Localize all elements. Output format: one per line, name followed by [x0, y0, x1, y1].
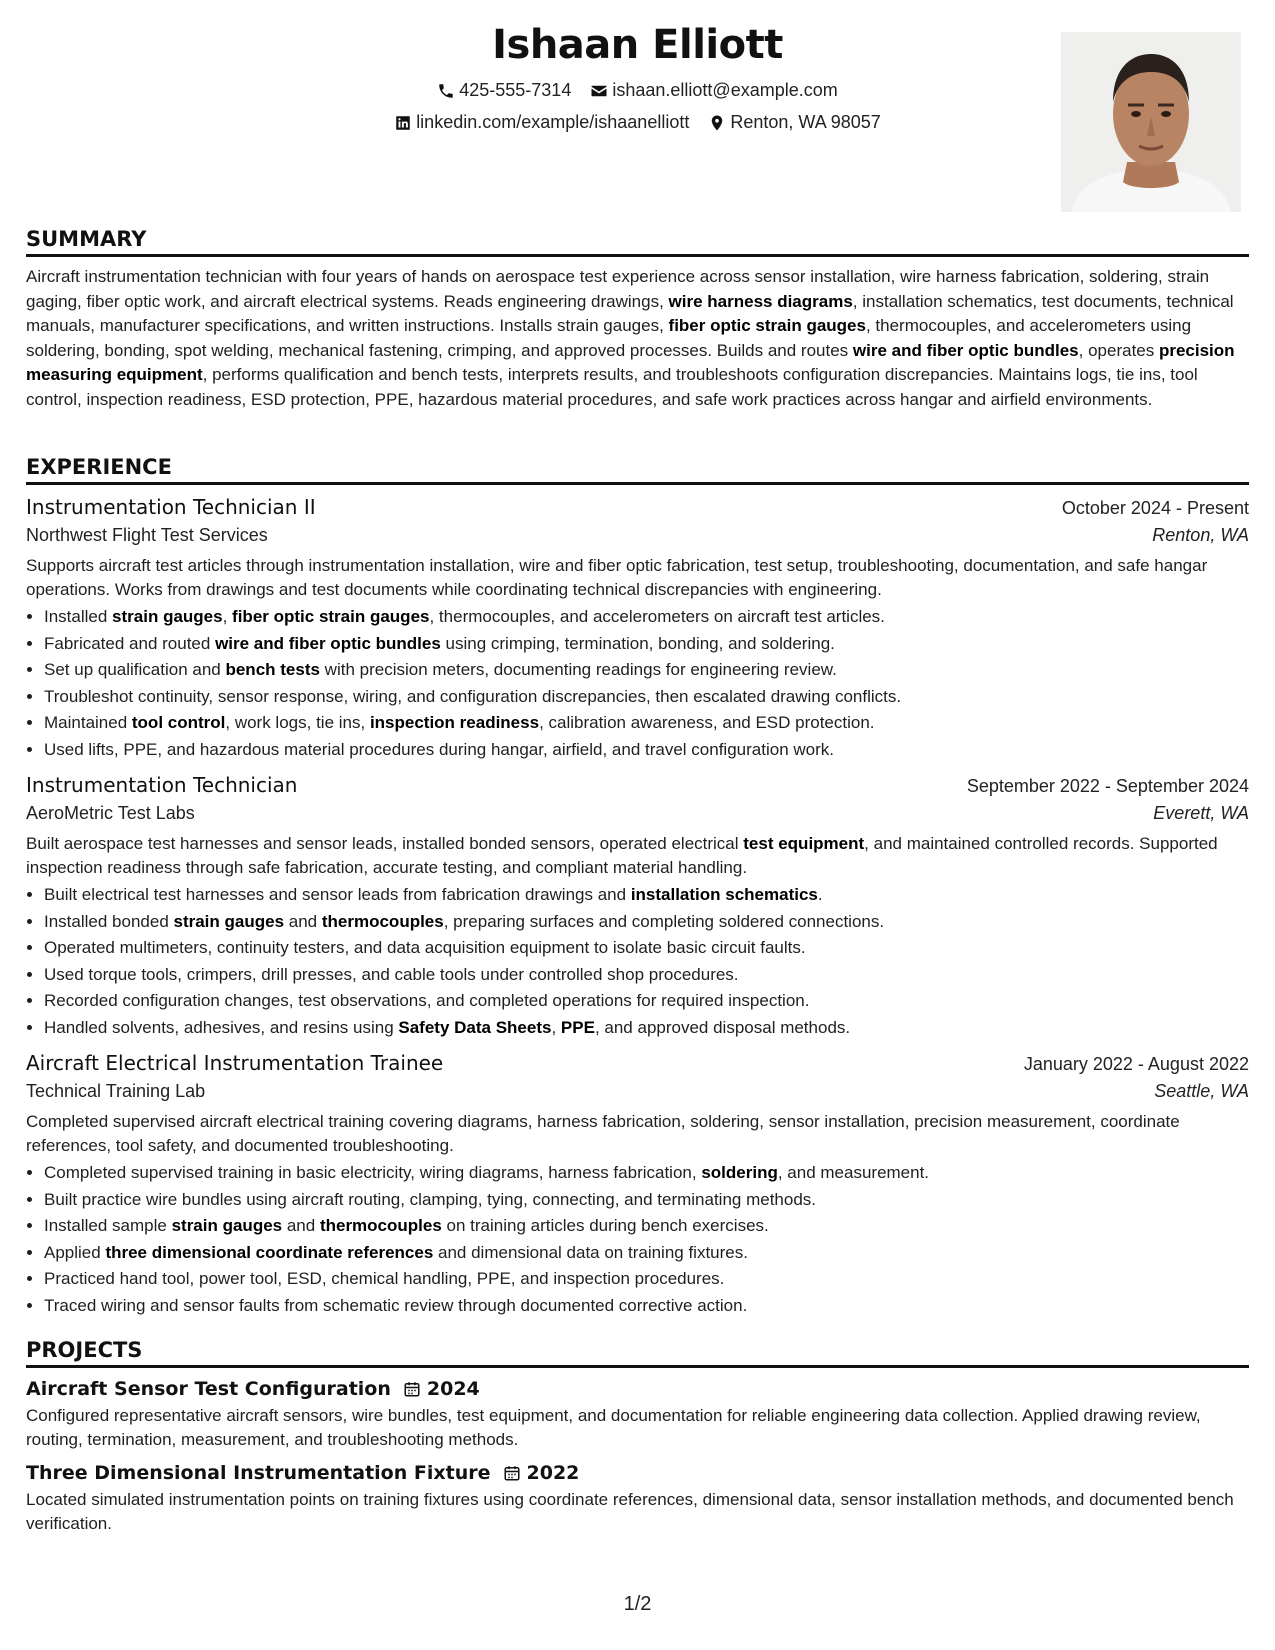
phone-icon: [437, 82, 455, 100]
summary-heading: SUMMARY: [26, 227, 1249, 257]
emphasis-text: fiber optic strain gauges: [232, 607, 430, 626]
emphasis-text: Safety Data Sheets: [398, 1017, 552, 1037]
calendar-icon: [503, 1464, 521, 1482]
project-description: Located simulated instrumentation points on training fixtures using coordinate references, dimensional data, sensor installation methods, and documented bench verification.: [26, 1490, 1234, 1533]
project-year: 2024: [426, 1378, 480, 1400]
envelope-icon: [590, 82, 608, 100]
job-bullet: • Handled solvents, adhesives, and resins using Safety Data Sheets, PPE, and approved disposal methods.: [44, 1015, 1249, 1042]
contact-phone[interactable]: [437, 80, 571, 101]
job-description: Completed supervised aircraft electrical training covering diagrams, harness fabrication, soldering, sensor installation, precision measurement, coordinate references, tool safety, and documented troubleshooting.: [26, 1112, 1180, 1155]
linkedin-text: linkedin.com/example/ishaanelliott: [416, 112, 690, 132]
emphasis-text: fiber optic strain gauges: [668, 316, 866, 335]
job-bullet: • Installed strain gauges, fiber optic strain gauges, thermocouples, and accelerometers on aircraft test articles.: [44, 604, 1249, 631]
emphasis-text: thermocouples: [319, 1216, 442, 1235]
contact-location: [708, 112, 880, 133]
job-bullets: [26, 1160, 1249, 1319]
job-bullet: • Used torque tools, crimpers, drill presses, and cable tools under controlled shop procedures.: [44, 962, 1249, 989]
job-bullet: • Practiced hand tool, power tool, ESD, chemical handling, PPE, and inspection procedures.: [44, 1266, 1249, 1293]
emphasis-text: wire and fiber optic bundles: [215, 633, 441, 653]
job-location: Everett, WA: [1153, 803, 1249, 823]
job-title: Instrumentation Technician II: [26, 495, 316, 519]
job-bullet: • Built practice wire bundles using aircraft routing, clamping, tying, connecting, and terminating methods.: [44, 1187, 1249, 1214]
contact-linkedin[interactable]: [394, 112, 689, 133]
job-entry: [26, 495, 1249, 763]
project-title: Three Dimensional Instrumentation Fixture: [26, 1462, 491, 1484]
job-bullet: • Operated multimeters, continuity testers, and data acquisition equipment to isolate basic circuit faults.: [44, 935, 1249, 962]
job-title: Aircraft Electrical Instrumentation Trainee: [26, 1051, 444, 1075]
location-text: Renton, WA 98057: [730, 112, 881, 132]
emphasis-text: test equipment: [743, 834, 865, 853]
emphasis-text: three dimensional coordinate references: [105, 1242, 434, 1262]
job-bullet: • Set up qualification and bench tests with precision meters, documenting readings for engineering review.: [44, 657, 1249, 684]
job-bullet: • Recorded configuration changes, test observations, and completed operations for required inspection.: [44, 988, 1249, 1015]
job-dates: September 2022 - September 2024: [966, 776, 1249, 796]
project-description: Configured representative aircraft sensors, wire bundles, test equipment, and documentation for reliable engineering data collection. Applied drawing review, routing, termination, measurement, and troubleshooting methods.: [26, 1406, 1201, 1449]
emphasis-text: strain gauges: [171, 1216, 283, 1235]
email-text: ishaan.elliott@example.com: [612, 80, 838, 100]
experience-section: [26, 455, 1249, 1319]
emphasis-text: strain gauges: [112, 607, 223, 626]
emphasis-text: inspection readiness: [369, 713, 540, 732]
emphasis-text: soldering: [701, 1163, 778, 1182]
emphasis-text: PPE: [560, 1017, 595, 1037]
job-location: Renton, WA: [1152, 525, 1249, 545]
experience-heading: EXPERIENCE: [26, 455, 1249, 485]
contact-email[interactable]: [590, 80, 837, 101]
calendar-icon: [403, 1380, 421, 1398]
map-pin-icon: [708, 114, 726, 132]
resume-page: [26, 0, 1249, 1650]
job-entry: [26, 773, 1249, 1041]
project-entry: [26, 1378, 1249, 1452]
emphasis-text: strain gauges: [173, 911, 285, 931]
projects-heading: PROJECTS: [26, 1338, 1249, 1368]
emphasis-text: installation schematics: [630, 885, 818, 904]
emphasis-text: tool control: [131, 713, 226, 732]
project-entry: [26, 1462, 1249, 1536]
job-company: Northwest Flight Test Services: [26, 525, 268, 545]
emphasis-text: thermocouples: [321, 911, 444, 931]
emphasis-text: wire harness diagrams: [668, 291, 853, 311]
job-bullets: [26, 604, 1249, 763]
job-bullet: • Installed bonded strain gauges and thermocouples, preparing surfaces and completing soldered connections.: [44, 909, 1249, 936]
job-company: Technical Training Lab: [26, 1081, 206, 1101]
job-dates: January 2022 - August 2022: [1023, 1054, 1249, 1074]
portrait-image: [1061, 32, 1241, 212]
emphasis-text: bench tests: [225, 660, 320, 679]
job-bullet: • Built electrical test harnesses and sensor leads from fabrication drawings and installation schematics.: [44, 882, 1249, 909]
candidate-name: Ishaan Elliott: [492, 22, 783, 68]
job-bullet: • Fabricated and routed wire and fiber optic bundles using crimping, termination, bonding, and soldering.: [44, 631, 1249, 658]
job-entry: [26, 1051, 1249, 1319]
project-title: Aircraft Sensor Test Configuration: [26, 1378, 391, 1400]
projects-section: [26, 1338, 1249, 1536]
job-bullet: • Installed sample strain gauges and thermocouples on training articles during bench exercises.: [44, 1213, 1249, 1240]
job-location: Seattle, WA: [1154, 1081, 1249, 1101]
job-bullet: • Troubleshot continuity, sensor response, wiring, and configuration discrepancies, then escalated drawing conflicts.: [44, 684, 1249, 711]
job-description: Built aerospace test harnesses and sensor leads, installed bonded sensors, operated electrical test equipment, and maintained controlled records. Supported inspection readiness through safe fabrication, accurate testing, and compliant material handling.: [26, 834, 1218, 877]
linkedin-icon: [394, 114, 412, 132]
job-company: AeroMetric Test Labs: [26, 803, 195, 823]
job-bullets: [26, 882, 1249, 1041]
job-title: Instrumentation Technician: [26, 773, 298, 797]
job-bullet: • Completed supervised training in basic electricity, wiring diagrams, harness fabrication, soldering, and measurement.: [44, 1160, 1249, 1187]
summary-section: [26, 227, 1249, 412]
phone-text: 425-555-7314: [459, 80, 572, 100]
page-number: 1/2: [623, 1593, 652, 1615]
job-bullet: • Applied three dimensional coordinate references and dimensional data on training fixtures.: [44, 1240, 1249, 1267]
emphasis-text: wire and fiber optic bundles: [852, 340, 1079, 360]
job-bullet: • Used lifts, PPE, and hazardous material procedures during hangar, airfield, and travel configuration work.: [44, 737, 1249, 764]
job-dates: October 2024 - Present: [1061, 498, 1249, 518]
job-description: Supports aircraft test articles through instrumentation installation, wire and fiber optic fabrication, test setup, troubleshooting, documentation, and safe hangar operations. Works from drawings and test documents while coordinating technical discrepancies with engineering.: [26, 556, 1208, 599]
job-bullet: • Maintained tool control, work logs, tie ins, inspection readiness, calibration awareness, and ESD protection.: [44, 710, 1249, 737]
resume-header: [26, 0, 1249, 215]
project-year: 2022: [526, 1462, 580, 1484]
emphasis-text: precision measuring equipment: [26, 340, 1235, 384]
profile-photo: [1061, 32, 1241, 212]
summary-text: Aircraft instrumentation technician with four years of hands on aerospace test experience across sensor installation, wire harness fabrication, soldering, strain gaging, fiber optic work, and aircraft electrical systems. Reads engineering drawings, wire harness diagrams, installation schematics, test documents, technical manuals, manufacturer specifications, and written instructions. Installs strain gauges, fiber optic strain gauges, thermocouples, and accelerometers using soldering, bonding, spot welding, mechanical fastening, crimping, and approved processes. Builds and routes wire and fiber optic bundles, operates precision measuring equipment, performs qualification and bench tests, interprets results, and troubleshoots configuration discrepancies. Maintains logs, tie ins, tool control, inspection readiness, ESD protection, PPE, hazardous material procedures, and safe work practices across hangar and airfield environments.: [26, 267, 1235, 409]
job-bullet: • Traced wiring and sensor faults from schematic review through documented corrective action.: [44, 1293, 1249, 1320]
